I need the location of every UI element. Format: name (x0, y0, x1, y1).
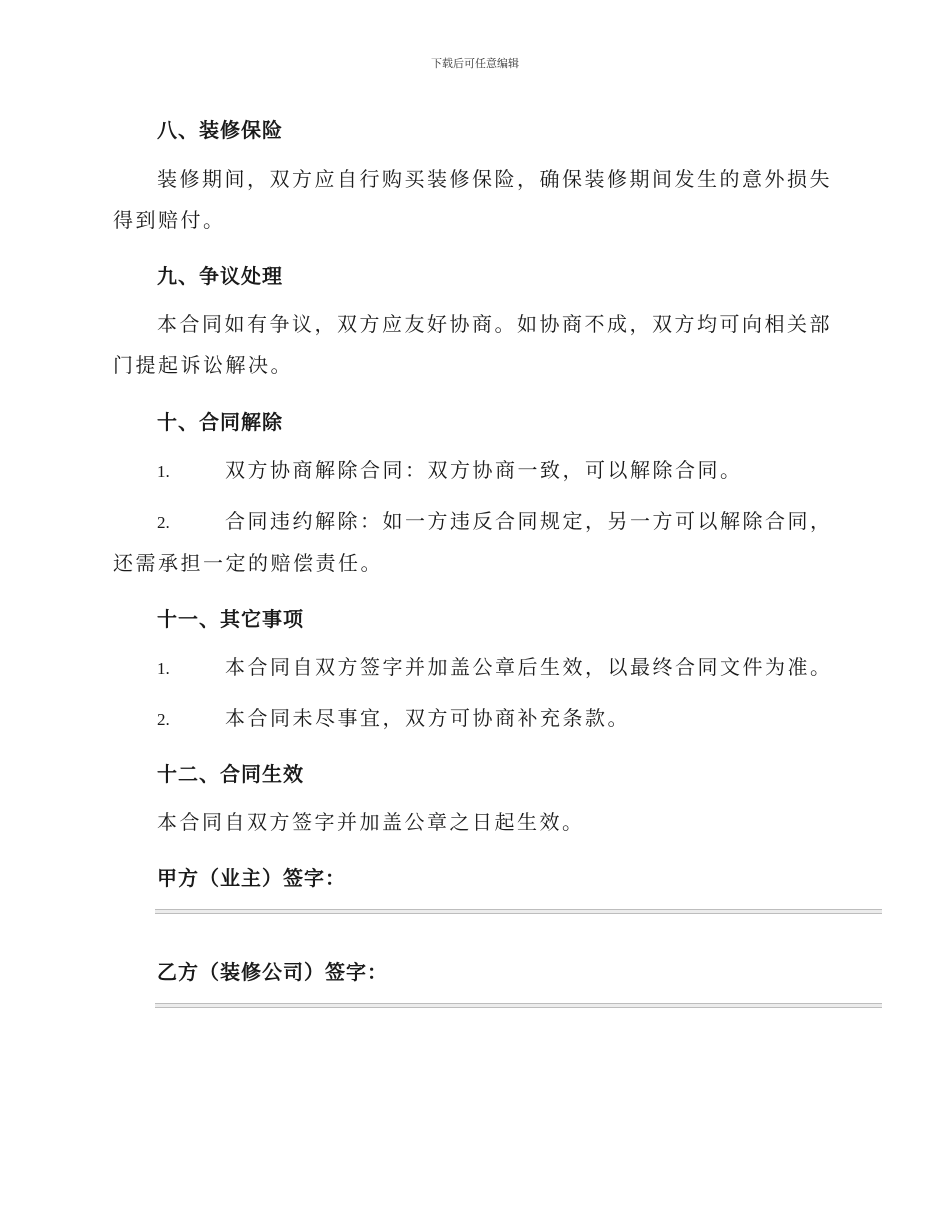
list-item (113, 647, 833, 689)
section-heading-other-matters: 十一、其它事项 (157, 607, 304, 631)
section-body-dispute: 本合同如有争议，双方应友好协商。如协商不成，双方均可向相关部门提起诉讼解决。 (113, 312, 832, 377)
list-item-number: 2. (157, 710, 170, 729)
section-heading-insurance: 八、装修保险 (157, 118, 283, 142)
section-heading-termination: 十、合同解除 (157, 410, 283, 434)
party-b-signature-line[interactable] (155, 1003, 882, 1008)
list-item-number: 1. (157, 462, 170, 481)
list-item-number: 1. (157, 659, 170, 678)
party-a-signature-line[interactable] (155, 909, 882, 914)
section-body-insurance: 装修期间，双方应自行购买装修保险，确保装修期间发生的意外损失得到赔付。 (113, 167, 832, 232)
list-item-text: 双方协商解除合同：双方协商一致，可以解除合同。 (225, 458, 743, 482)
party-a-signature-label: 甲方（业主）签字： (157, 866, 346, 890)
header-note: 下载后可任意编辑 (431, 57, 519, 70)
list-item (113, 450, 833, 492)
list-item-text: 本合同未尽事宜，双方可协商补充条款。 (225, 706, 630, 730)
section-heading-effectiveness: 十二、合同生效 (157, 762, 304, 786)
list-item-text: 合同违约解除：如一方违反合同规定，另一方可以解除合同，还需承担一定的赔偿责任。 (113, 509, 833, 575)
list-item (113, 501, 833, 584)
list-item-number: 2. (157, 513, 170, 532)
section-body-effectiveness: 本合同自双方签字并加盖公章之日起生效。 (157, 810, 585, 834)
list-item-text: 本合同自双方签字并加盖公章后生效，以最终合同文件为准。 (225, 655, 833, 679)
section-heading-dispute: 九、争议处理 (157, 264, 283, 288)
party-b-signature-label: 乙方（装修公司）签字： (157, 960, 388, 984)
list-item (113, 698, 833, 740)
